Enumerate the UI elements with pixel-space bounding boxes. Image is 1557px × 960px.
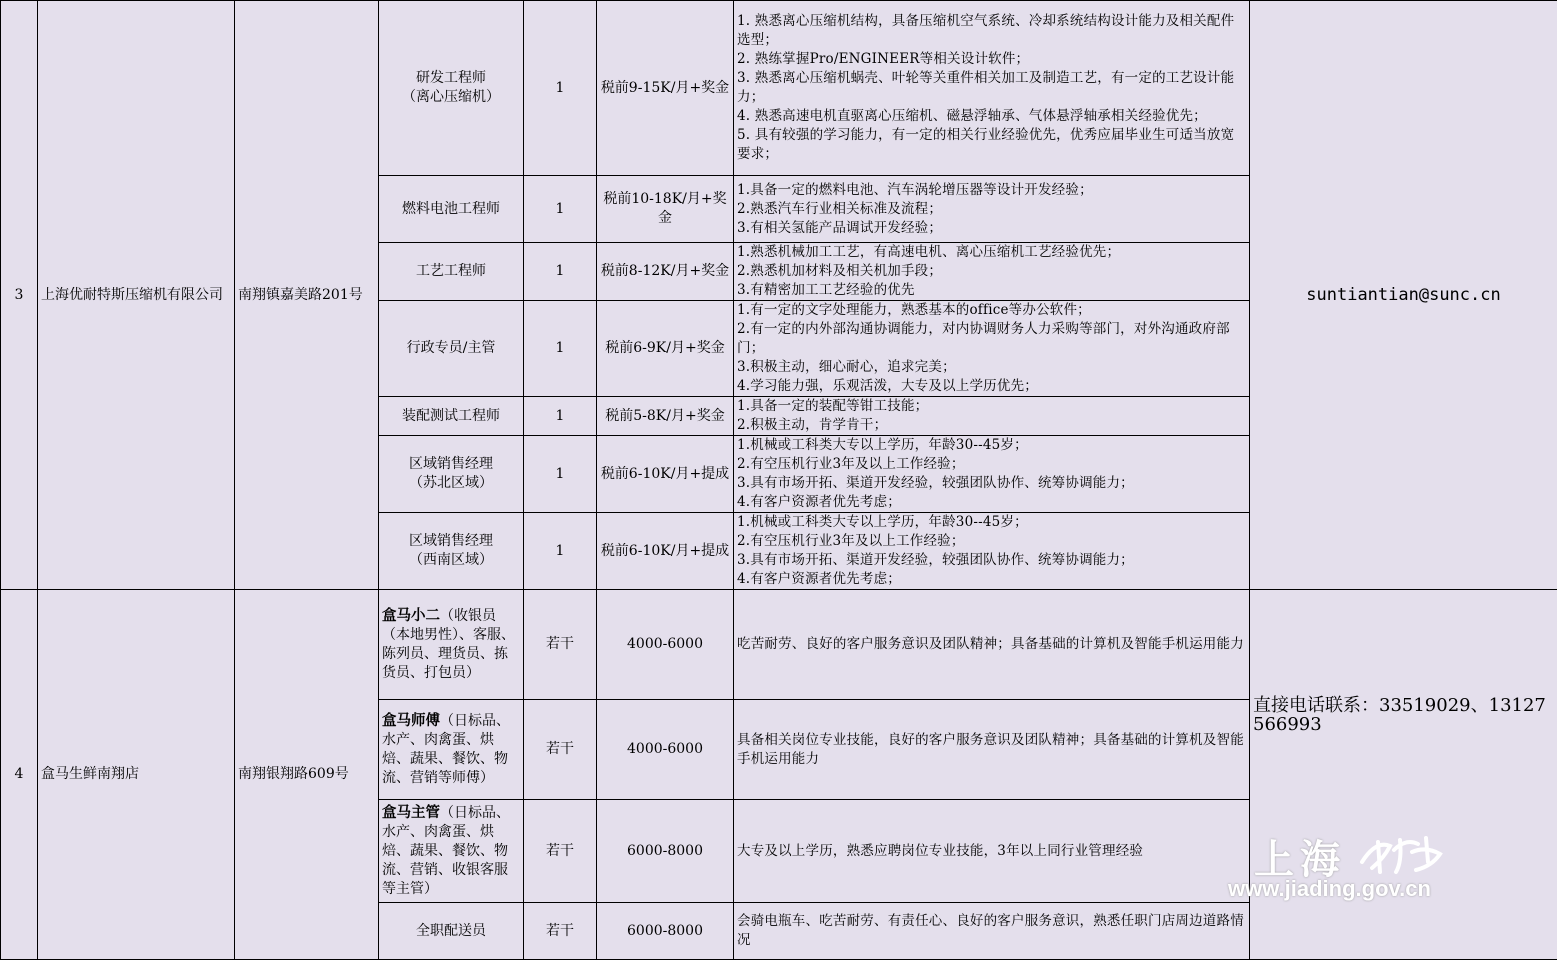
job-salary: 税前6-10K/月+提成	[597, 436, 734, 513]
job-title: 盒马师傅（日标品、水产、肉禽蛋、烘焙、蔬果、餐饮、物流、营销等师傅）	[379, 700, 524, 800]
job-salary: 4000-6000	[597, 590, 734, 700]
job-requirements: 1.机械或工科类大专以上学历，年龄30--45岁； 2.有空压机行业3年及以上工作经验； 3.具有市场开拓、渠道开发经验，较强团队协作、统筹协调能力； 4.有客户资源者优先考虑；	[734, 513, 1250, 590]
company-name: 盒马生鲜南翔店	[38, 590, 235, 960]
job-title: 研发工程师 （离心压缩机）	[379, 1, 524, 176]
job-title: 燃料电池工程师	[379, 176, 524, 243]
job-salary: 税前9-15K/月+奖金	[597, 1, 734, 176]
job-requirements: 1.具备一定的燃料电池、汽车涡轮增压器等设计开发经验； 2.熟悉汽车行业相关标准及流程； 3.有相关氢能产品调试开发经验；	[734, 176, 1250, 243]
table-row	[1, 1, 1557, 176]
job-requirements: 吃苦耐劳、良好的客户服务意识及团队精神；具备基础的计算机及智能手机运用能力	[734, 590, 1250, 700]
contact-email[interactable]: suntiantian@sunc.cn	[1250, 1, 1557, 590]
job-count: 1	[524, 176, 597, 243]
job-count: 1	[524, 513, 597, 590]
job-requirements: 1.机械或工科类大专以上学历，年龄30--45岁； 2.有空压机行业3年及以上工作经验； 3.具有市场开拓、渠道开发经验，较强团队协作、统筹协调能力； 4.有客户资源者优先考虑；	[734, 436, 1250, 513]
job-title: 工艺工程师	[379, 243, 524, 301]
job-title: 盒马主管（日标品、水产、肉禽蛋、烘焙、蔬果、餐饮、物流、营销、收银客服等主管）	[379, 800, 524, 903]
job-requirements: 1. 熟悉离心压缩机结构，具备压缩机空气系统、冷却系统结构设计能力及相关配件选型； 2. 熟练掌握Pro/ENGINEER等相关设计软件； 3. 熟悉离心压缩机蜗壳、叶轮等关重件相关加工及制造工艺，有一定的工艺设计能力； 4. 熟悉高速电机直驱离心压缩机、磁悬浮轴承、气体悬浮轴承相关经验优先； 5. 具有较强的学习能力，有一定的相关行业经验优先，优秀应届毕业生可适当放宽要求；	[734, 1, 1250, 176]
job-count: 若干	[524, 700, 597, 800]
company-address: 南翔镇嘉美路201号	[235, 1, 379, 590]
job-title: 区域销售经理 （西南区域）	[379, 513, 524, 590]
job-count: 1	[524, 301, 597, 397]
job-title: 盒马小二（收银员（本地男性）、客服、陈列员、理货员、拣货员、打包员）	[379, 590, 524, 700]
table-row	[1, 590, 1557, 700]
job-salary: 税前6-10K/月+提成	[597, 513, 734, 590]
job-title: 装配测试工程师	[379, 397, 524, 436]
job-salary: 税前5-8K/月+奖金	[597, 397, 734, 436]
job-requirements: 1.有一定的文字处理能力，熟悉基本的office等办公软件； 2.有一定的内外部沟通协调能力，对内协调财务人力采购等部门，对外沟通政府部门； 3.积极主动，细心耐心，追求完美； 4.学习能力强，乐观活泼，大专及以上学历优先；	[734, 301, 1250, 397]
job-count: 1	[524, 397, 597, 436]
watermark-url: www.jiading.gov.cn	[1228, 876, 1431, 902]
job-count: 1	[524, 243, 597, 301]
job-title: 全职配送员	[379, 903, 524, 960]
job-salary: 税前8-12K/月+奖金	[597, 243, 734, 301]
job-salary: 6000-8000	[597, 903, 734, 960]
job-salary: 4000-6000	[597, 700, 734, 800]
job-count: 1	[524, 1, 597, 176]
company-number: 3	[1, 1, 38, 590]
job-requirements: 会骑电瓶车、吃苦耐劳、有责任心、良好的客户服务意识，熟悉任职门店周边道路情况	[734, 903, 1250, 960]
watermark-chinese: 上海	[1254, 828, 1346, 885]
job-salary: 6000-8000	[597, 800, 734, 903]
job-requirements: 1.熟悉机械加工工艺，有高速电机、离心压缩机工艺经验优先； 2.熟悉机加材料及相关机加手段； 3.有精密加工工艺经验的优先	[734, 243, 1250, 301]
contact-phone[interactable]: 直接电话联系：33519029、13127566993	[1250, 590, 1557, 960]
company-number: 4	[1, 590, 38, 960]
job-title: 区域销售经理 （苏北区域）	[379, 436, 524, 513]
company-address: 南翔银翔路609号	[235, 590, 379, 960]
company-name: 上海优耐特斯压缩机有限公司	[38, 1, 235, 590]
job-count: 若干	[524, 903, 597, 960]
job-count: 若干	[524, 590, 597, 700]
job-requirements: 具备相关岗位专业技能，良好的客户服务意识及团队精神；具备基础的计算机及智能手机运用能力	[734, 700, 1250, 800]
job-requirements: 大专及以上学历，熟悉应聘岗位专业技能，3年以上同行业管理经验	[734, 800, 1250, 903]
job-requirements: 1.具备一定的装配等钳工技能； 2.积极主动，肯学肯干；	[734, 397, 1250, 436]
job-salary: 税前10-18K/月+奖金	[597, 176, 734, 243]
job-salary: 税前6-9K/月+奖金	[597, 301, 734, 397]
job-title: 行政专员/主管	[379, 301, 524, 397]
job-count: 若干	[524, 800, 597, 903]
job-count: 1	[524, 436, 597, 513]
